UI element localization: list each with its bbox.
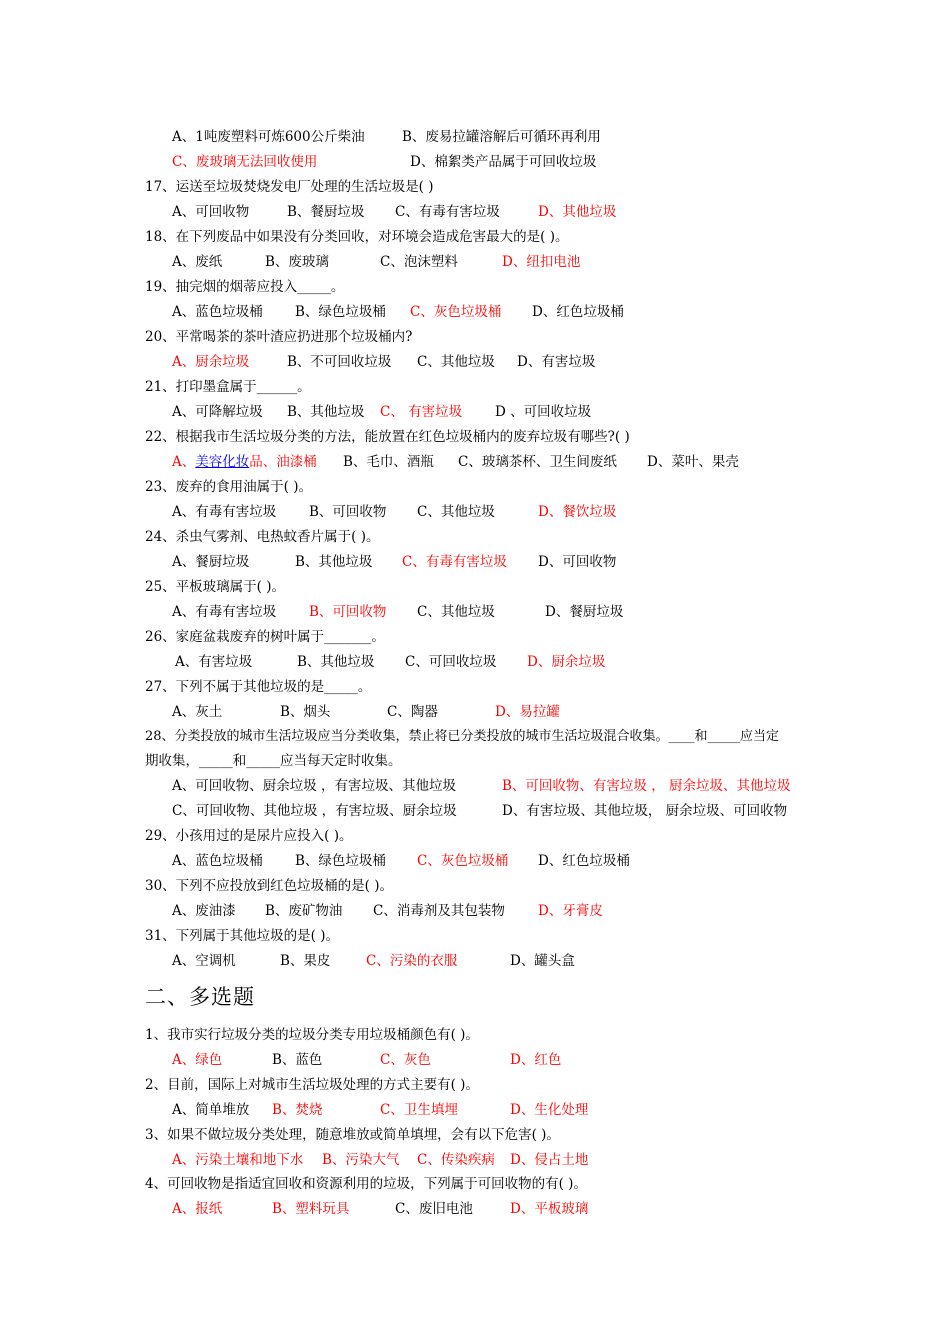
q16-option-d: D、棉絮类产品属于可回收垃圾 <box>410 154 597 170</box>
q28-option-d: D、有害垃圾、其他垃圾， 厨余垃圾、可回收物 <box>502 803 788 819</box>
m3-option-a: A、污染土壤和地下水 <box>172 1152 304 1168</box>
q26-option-d: D、厨余垃圾 <box>527 654 606 670</box>
m3-stem: 3、如果不做垃圾分类处理，随意堆放或简单填埋，会有以下危害( )。 <box>145 1127 560 1143</box>
q30-option-c: C、消毒剂及其包装物 <box>373 903 505 919</box>
q29-option-c: C、灰色垃圾桶 <box>417 853 509 869</box>
q27-option-d: D、易拉罐 <box>495 704 560 720</box>
q31-option-a: A、空调机 <box>172 953 236 969</box>
m3-option-c: C、传染疾病 <box>417 1152 495 1168</box>
m2-option-d: D、生化处理 <box>510 1102 589 1118</box>
q26-option-a: A、有害垃圾 <box>175 654 253 670</box>
q19-option-c: C、灰色垃圾桶 <box>410 304 502 320</box>
q29-option-a: A、蓝色垃圾桶 <box>172 853 263 869</box>
q22-option-b: B、毛巾、酒瓶 <box>343 454 434 470</box>
q22-option-d: D、菜叶、果壳 <box>647 454 739 470</box>
q19-option-a: A、蓝色垃圾桶 <box>172 304 263 320</box>
q31-option-b: B、果皮 <box>280 953 331 969</box>
m4-option-d: D、平板玻璃 <box>510 1201 589 1217</box>
q24-stem: 24、杀虫气雾剂、电热蚊香片属于( )。 <box>145 529 380 545</box>
q27-option-a: A、灰土 <box>172 704 223 720</box>
q24-option-c: C、有毒有害垃圾 <box>402 554 507 570</box>
q19-option-b: B、绿色垃圾桶 <box>295 304 386 320</box>
m2-stem: 2、目前，国际上对城市生活垃圾处理的方式主要有( )。 <box>145 1077 479 1093</box>
q25-option-c: C、其他垃圾 <box>417 604 495 620</box>
q23-stem: 23、废弃的食用油属于( )。 <box>145 479 313 495</box>
q21-option-a: A、可降解垃圾 <box>172 404 263 420</box>
q20-option-c: C、其他垃圾 <box>417 354 495 370</box>
q22-stem: 22、根据我市生活垃圾分类的方法，能放置在红色垃圾桶内的废弃垃圾有哪些?( ) <box>145 429 630 445</box>
m1-option-b: B、蓝色 <box>272 1052 323 1068</box>
q27-option-c: C、陶器 <box>387 704 438 720</box>
m2-option-b: B、焚烧 <box>272 1102 323 1118</box>
q17-option-a: A、可回收物 <box>172 204 250 220</box>
q18-option-d: D、纽扣电池 <box>502 254 581 270</box>
q16-option-b: B、废易拉罐溶解后可循环再利用 <box>402 129 601 145</box>
q18-option-b: B、废玻璃 <box>265 254 329 270</box>
q29-option-b: B、绿色垃圾桶 <box>295 853 386 869</box>
q24-option-b: B、其他垃圾 <box>295 554 373 570</box>
q20-stem: 20、平常喝茶的茶叶渣应扔进那个垃圾桶内? <box>145 329 413 345</box>
m2-option-c: C、卫生填埋 <box>380 1102 458 1118</box>
m3-option-b: B、污染大气 <box>322 1152 400 1168</box>
q25-option-b: B、可回收物 <box>309 604 387 620</box>
q28-option-b: B、可回收物、有害垃圾 ， 厨余垃圾、其他垃圾 <box>502 778 791 794</box>
q19-option-d: D、红色垃圾桶 <box>532 304 624 320</box>
q30-option-d: D、牙膏皮 <box>538 903 603 919</box>
m2-option-a: A、简单堆放 <box>172 1102 250 1118</box>
q31-stem: 31、下列属于其他垃圾的是( )。 <box>145 928 340 944</box>
q22-option-a <box>172 453 317 471</box>
q29-option-d: D、红色垃圾桶 <box>538 853 630 869</box>
q27-option-b: B、烟头 <box>280 704 331 720</box>
m4-option-a: A、报纸 <box>172 1201 223 1217</box>
m1-option-a: A、绿色 <box>172 1052 223 1068</box>
q26-option-c: C、可回收垃圾 <box>405 654 497 670</box>
m4-option-b: B、塑料玩具 <box>272 1201 350 1217</box>
q21-option-d: D 、可回收垃圾 <box>495 404 592 420</box>
q22-option-a-link[interactable]: 美容化妆 <box>195 454 250 470</box>
q26-stem: 26、家庭盆栽废弃的树叶属于_______。 <box>145 629 385 645</box>
q23-option-b: B、可回收物 <box>309 504 387 520</box>
q30-option-a: A、废油漆 <box>172 903 236 919</box>
m1-option-d: D、红色 <box>510 1052 562 1068</box>
q17-option-c: C、有毒有害垃圾 <box>395 204 500 220</box>
q25-option-d: D、餐厨垃圾 <box>545 604 624 620</box>
q23-option-a: A、有毒有害垃圾 <box>172 504 277 520</box>
q24-option-a: A、餐厨垃圾 <box>172 554 250 570</box>
q22-option-a-suffix: 品、油漆桶 <box>249 454 317 470</box>
q23-option-d: D、餐饮垃圾 <box>538 504 617 520</box>
m1-stem: 1、我市实行垃圾分类的垃圾分类专用垃圾桶颜色有( )。 <box>145 1027 479 1043</box>
q22-option-c: C、玻璃茶杯、卫生间废纸 <box>458 454 617 470</box>
q28-stem-line1: 28、分类投放的城市生活垃圾应当分类收集，禁止将已分类投放的城市生活垃圾混合收集。____和_____应当定 <box>145 729 780 744</box>
section-heading-multiple-choice: 二、多选题 <box>145 985 255 1009</box>
q21-option-c: C、 有害垃圾 <box>380 404 463 420</box>
q25-option-a: A、有毒有害垃圾 <box>172 604 277 620</box>
q30-option-b: B、废矿物油 <box>265 903 343 919</box>
q18-stem: 18、在下列废品中如果没有分类回收，对环境会造成危害最大的是( )。 <box>145 229 569 245</box>
q19-stem: 19、抽完烟的烟蒂应投入_____。 <box>145 279 345 295</box>
q18-option-c: C、泡沫塑料 <box>380 254 458 270</box>
q24-option-d: D、可回收物 <box>538 554 617 570</box>
q17-option-b: B、餐厨垃圾 <box>287 204 365 220</box>
q16-option-c: C、废玻璃无法回收使用 <box>172 154 318 170</box>
q17-option-d: D、其他垃圾 <box>538 204 617 220</box>
q20-option-d: D、有害垃圾 <box>517 354 596 370</box>
q28-option-a: A、可回收物、厨余垃圾 ，有害垃圾、其他垃圾 <box>172 778 457 794</box>
q17-stem: 17、运送至垃圾焚烧发电厂处理的生活垃圾是( ) <box>145 179 434 195</box>
m3-option-d: D、侵占土地 <box>510 1152 589 1168</box>
q31-option-c: C、污染的衣服 <box>366 953 458 969</box>
q30-stem: 30、下列不应投放到红色垃圾桶的是( )。 <box>145 878 394 894</box>
m4-option-c: C、废旧电池 <box>395 1201 473 1217</box>
q21-stem: 21、打印墨盒属于______。 <box>145 379 311 395</box>
q27-stem: 27、下列不属于其他垃圾的是_____。 <box>145 679 372 695</box>
q28-stem-line2: 期收集，_____和_____应当每天定时收集。 <box>145 753 402 769</box>
q16-option-a: A、1吨废塑料可炼600公斤柴油 <box>172 129 365 145</box>
q21-option-b: B、其他垃圾 <box>287 404 365 420</box>
q31-option-d: D、罐头盒 <box>510 953 575 969</box>
q25-stem: 25、平板玻璃属于( )。 <box>145 579 286 595</box>
q26-option-b: B、其他垃圾 <box>297 654 375 670</box>
q18-option-a: A、废纸 <box>172 254 223 270</box>
q28-option-c: C、可回收物、其他垃圾 ，有害垃圾、厨余垃圾 <box>172 803 457 819</box>
q20-option-b: B、不可回收垃圾 <box>287 354 392 370</box>
q29-stem: 29、小孩用过的是尿片应投入( )。 <box>145 828 353 844</box>
m1-option-c: C、灰色 <box>380 1052 431 1068</box>
q23-option-c: C、其他垃圾 <box>417 504 495 520</box>
q22-option-a-prefix: A、 <box>172 454 196 470</box>
m4-stem: 4、可回收物是指适宜回收和资源利用的垃圾，下列属于可回收物的有( )。 <box>145 1176 587 1192</box>
q20-option-a: A、厨余垃圾 <box>172 354 250 370</box>
